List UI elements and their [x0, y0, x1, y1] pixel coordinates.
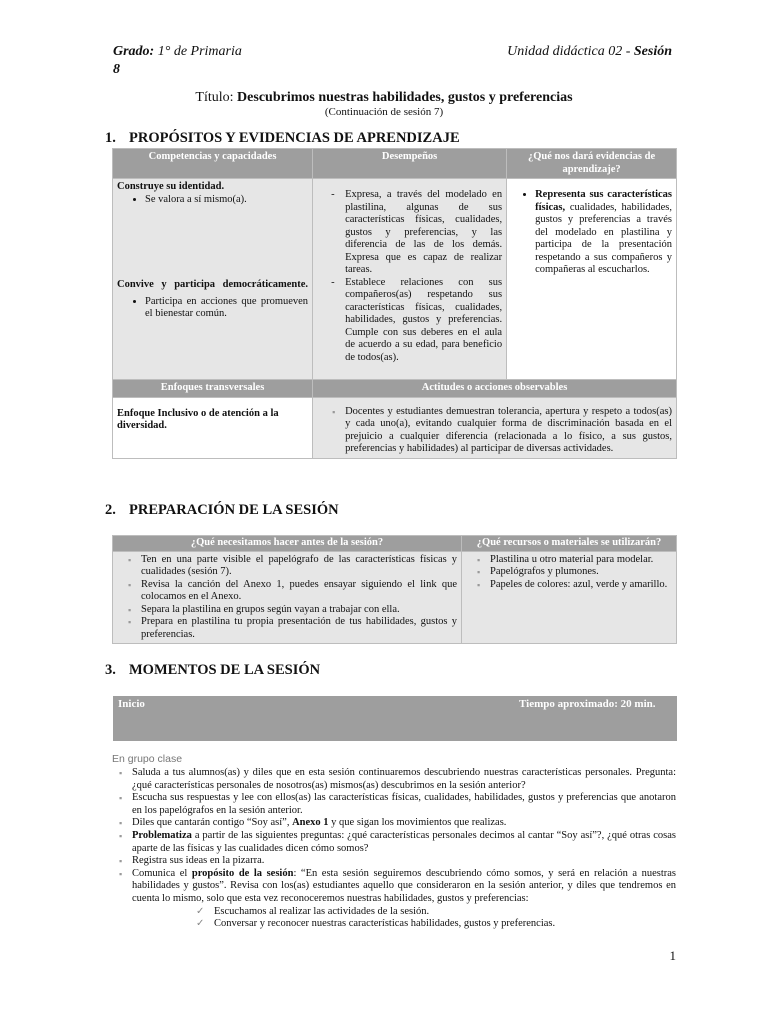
antes-item: ▪ Prepara en plastilina tu propia presentación de tus habilidades, gustos y preferencias.: [141, 616, 457, 641]
col-competencias: Competencias y capacidades: [113, 149, 313, 179]
step3-anexo: Anexo 1: [292, 817, 329, 829]
comp1-item: • Se valora a sí mismo(a).: [145, 194, 308, 207]
step-item: ▪ Saluda a tus alumnos(as) y diles que en esta sesión continuaremos descubriendo nuestras características personales. Pregunta: ¿qué características personales de nosotros(as) mismos(as) descubrimos en la sesión anterior?: [132, 767, 676, 792]
step-item: [132, 830, 676, 855]
actitudes-cell: [313, 397, 677, 458]
recurso-item: ▪ Papeles de colores: azul, verde y amarillo.: [490, 579, 672, 592]
step6-bold: propósito de la sesión: [191, 867, 294, 879]
recurso-item: ▪ Papelógrafos y plumones.: [490, 566, 672, 579]
sesion-number: 8: [113, 62, 120, 77]
section1-number: 1.: [105, 130, 116, 146]
section1-heading: [105, 130, 460, 147]
antes-cell: [113, 551, 462, 644]
step-item: [132, 817, 676, 830]
evidencia-bold: Representa sus características físicas,: [535, 189, 672, 213]
antes-item: ▪ Ten en una parte visible el papelógrafo de las características físicas y cualidades (sesión 7).: [141, 554, 457, 579]
section2-title: PREPARACIÓN DE LA SESIÓN: [129, 502, 339, 518]
comp1-title: Construye su identidad.: [117, 181, 225, 192]
title-text: Descubrimos nuestras habilidades, gustos y preferencias: [237, 90, 573, 105]
antes-item: ▪ Revisa la canción del Anexo 1, puedes ensayar siguiendo el link que colocamos en el Anexo.: [141, 579, 457, 604]
col-evidencias: ¿Qué nos dará evidencias de aprendizaje?: [507, 149, 677, 179]
col-actitudes: Actitudes o acciones observables: [313, 380, 677, 398]
grado-label: Grado:: [113, 44, 155, 59]
inicio-steps: [114, 767, 676, 931]
desempeno-2: - Establece relaciones con sus compañeros(as) respetando sus características físicas, cualidades, habilidades, gustos y preferencias. Cumple con sus deberes en el aula de acuerdo a su edad, para beneficio de todos(as).: [345, 277, 502, 365]
section1-title: PROPÓSITOS Y EVIDENCIAS DE APRENDIZAJE: [129, 130, 460, 146]
grado-value: 1° de Primaria: [157, 44, 242, 59]
section3-number: 3.: [105, 662, 116, 678]
step3-text-c: y que sigan los movimientos que realizas.: [328, 817, 507, 829]
sesion-label: Sesión: [633, 44, 672, 59]
step-item: ▪ Registra sus ideas en la pizarra.: [132, 855, 676, 868]
inicio-label: Inicio: [118, 698, 145, 710]
page-number: 1: [669, 948, 676, 963]
step6-text-a: Comunica el: [132, 867, 192, 879]
recurso-item: ▪ Plastilina u otro material para modelar.: [490, 554, 672, 567]
section2-number: 2.: [105, 502, 116, 518]
desempenos-cell: [313, 179, 507, 380]
step4-bold: Problematiza: [132, 829, 192, 841]
propositos-table: [112, 148, 677, 459]
step-item: [132, 868, 676, 906]
enfoque-cell: Enfoque Inclusivo o de atención a la diversidad.: [113, 397, 313, 458]
header-grado: [113, 44, 242, 60]
step3-text-a: Diles que cantarán contigo “Soy así”,: [132, 817, 293, 829]
step6-text-c: : “En esta sesión seguiremos descubriendo cómo somos, y será en relación a nuestras habilidades y gustos”. Revisa con los(as) estudiantes aquello que consideraron en la sesión anterior, y diles que tendremos en cuenta lo mismo, solo que esta vez reconoceremos nuestras habilidades, gustos y preferencias:: [132, 867, 676, 904]
inicio-bar: [113, 696, 677, 741]
competencias-cell: [113, 179, 313, 380]
title-label: Título:: [195, 90, 234, 105]
section3-heading: [105, 662, 320, 679]
tiempo-label: Tiempo aproximado: 20 min.: [519, 698, 656, 710]
evidencias-cell: [507, 179, 677, 380]
evidencia-text: cualidades, habilidades, gustos y preferencias a través del modelado en plastilina y participa de la presentación respetando a sus compañeros y compañeras al escucharlos.: [535, 201, 672, 275]
antes-item: ▪ Separa la plastilina en grupos según vayan a trabajar con ella.: [141, 604, 457, 617]
unidad-label: Unidad didáctica 02 -: [507, 44, 634, 59]
page-subtitle: (Continuación de sesión 7): [324, 106, 444, 118]
comp2-item: • Participa en acciones que promueven el bienestar común.: [145, 296, 308, 321]
step4-text: a partir de las siguientes preguntas: ¿qué características personales decimos al cantar “Soy así”?, ¿qué otras cosas aparte de las físicas y las cualidades dicen cómo somos?: [132, 829, 676, 854]
page-title: [0, 90, 768, 106]
header-unidad: [507, 44, 672, 60]
check-item: ✓ Escuchamos al realizar las actividades de la sesión.: [214, 906, 676, 919]
recursos-cell: [462, 551, 677, 644]
check-item: ✓ Conversar y reconocer nuestras características habilidades, gustos y preferencias.: [214, 918, 676, 931]
section2-heading: [105, 502, 339, 519]
actitud-item: ▪ Docentes y estudiantes demuestran tolerancia, apertura y respeto a todos(as) y cada uno(a), evitando cualquier forma de discriminación basada en el prejuicio a cualquier diferencia (relacionada a lo físico, a sus gustos, preferencias y habilidades) al participar de diversas actividades.: [345, 406, 672, 456]
col-recursos: ¿Qué recursos o materiales se utilizarán?: [462, 536, 677, 552]
comp2-title: Convive y participa democráticamente.: [117, 279, 309, 290]
col-enfoques: Enfoques transversales: [113, 380, 313, 398]
col-antes: ¿Qué necesitamos hacer antes de la sesión?: [113, 536, 462, 552]
grupo-label: En grupo clase: [112, 753, 183, 765]
col-desempenos: Desempeños: [313, 149, 507, 179]
section3-title: MOMENTOS DE LA SESIÓN: [129, 662, 321, 678]
step-item: ▪ Escucha sus respuestas y lee con ellos(as) las características físicas, cualidades, habilidades, gustos y preferencias que anotaron en los papelógrafos en la sesión anterior.: [132, 792, 676, 817]
desempeno-1: - Expresa, a través del modelado en plastilina, algunas de sus características físicas, cualidades, gustos y preferencias, y las diferencia de las de los demás. Expresa que es capaz de realizar tareas.: [345, 189, 502, 277]
preparacion-table: [112, 535, 677, 644]
